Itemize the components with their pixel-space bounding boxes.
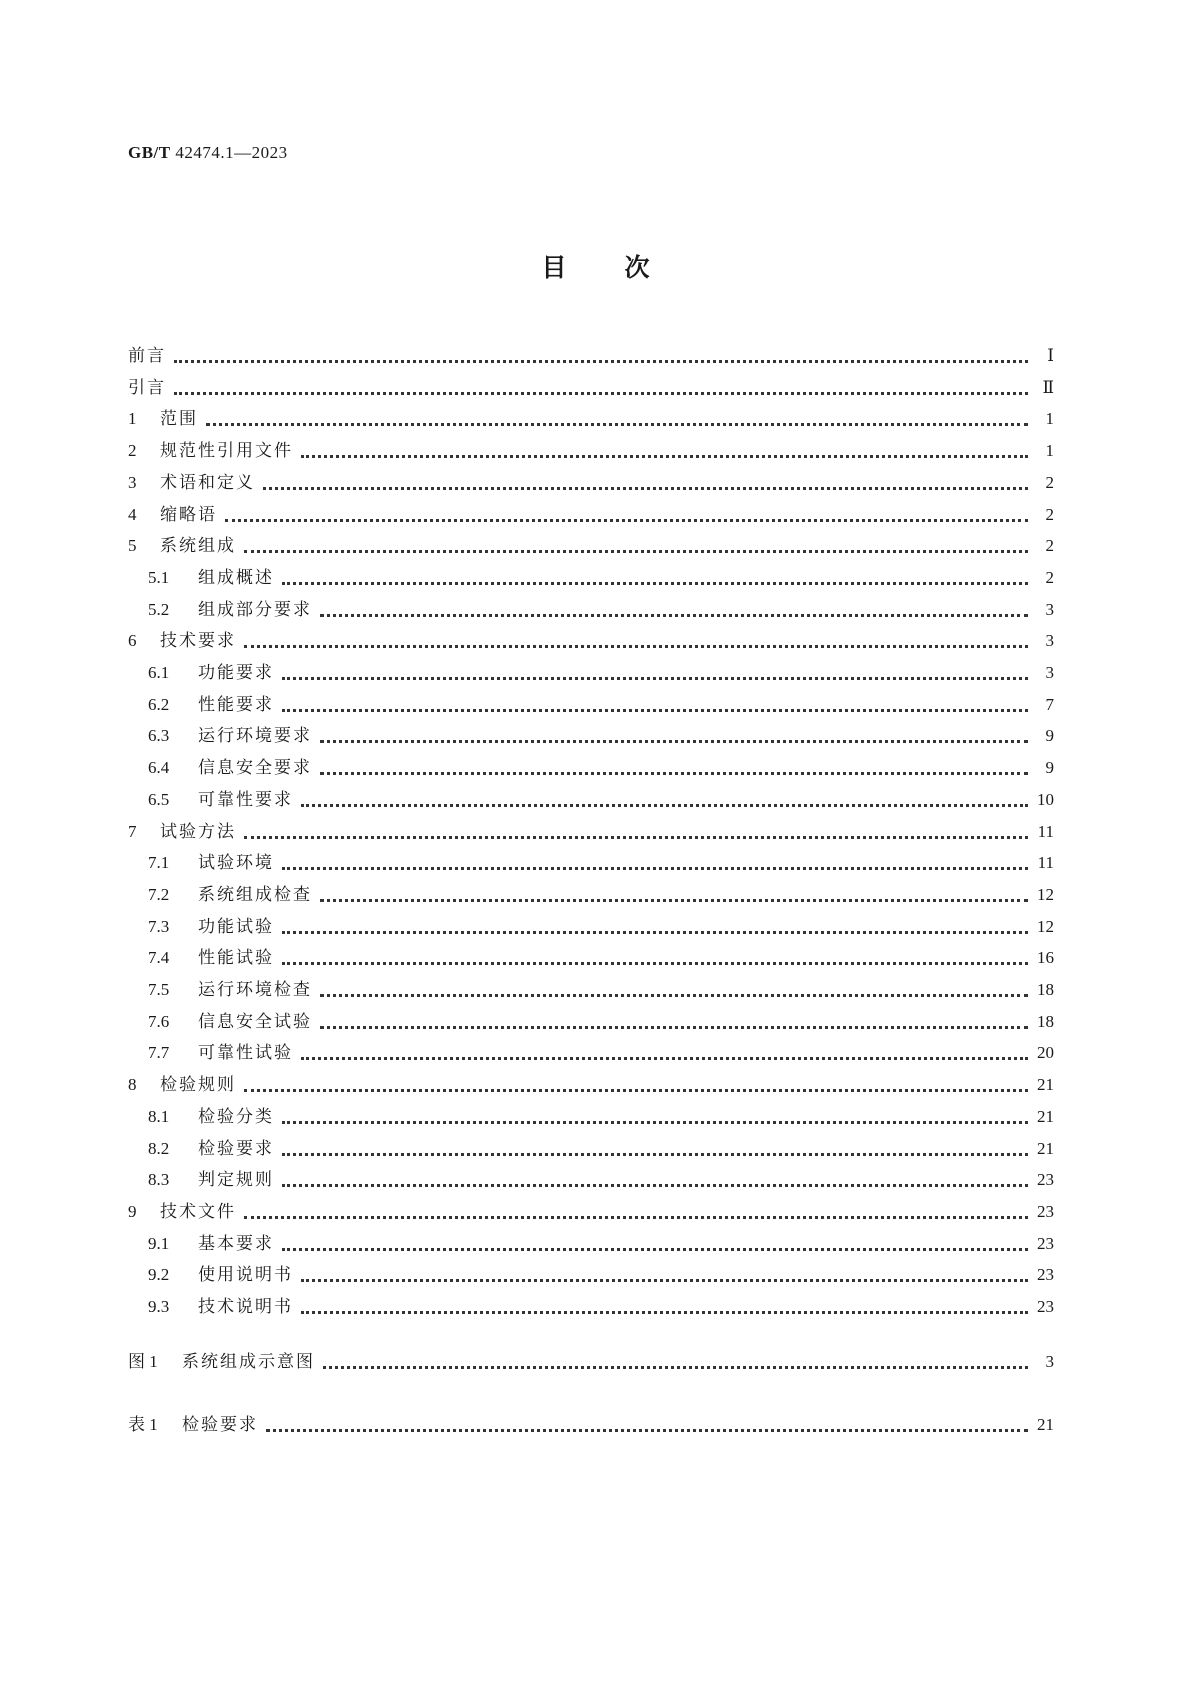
toc-entry-number: 9.3 [148, 1297, 170, 1316]
toc-entry[interactable] [128, 907, 1054, 937]
toc-entry-label: 组成部分要求 [198, 599, 312, 620]
toc-entry-page-number: 23 [1037, 1170, 1054, 1190]
toc-entry-page-number: 23 [1037, 1201, 1054, 1221]
toc-entry-page-number: 2 [1045, 536, 1054, 556]
toc-entry-number: 9.2 [148, 1265, 170, 1285]
dot-leader [301, 1043, 1028, 1060]
standard-prefix: GB/T [128, 143, 171, 162]
toc-entry-number: 7.1 [148, 853, 170, 873]
dot-leader [282, 695, 1028, 712]
toc-entry-page-number: 11 [1037, 821, 1054, 841]
toc-entry[interactable] [128, 780, 1054, 810]
toc-entry[interactable] [128, 1255, 1054, 1285]
toc-entry-label: 技术要求 [160, 631, 236, 652]
toc-entry-page-number: 3 [1045, 663, 1054, 682]
toc-entry-label: 功能试验 [198, 916, 274, 937]
dot-leader [174, 378, 1028, 395]
toc-entry[interactable] [128, 1033, 1054, 1063]
toc-entry-label: 前言 [128, 346, 166, 366]
toc-entry-page-number: 9 [1045, 758, 1054, 778]
toc-entry-page-number: 10 [1037, 789, 1054, 809]
toc-entry-page-number: 3 [1045, 631, 1054, 651]
toc-entry-number: 9.1 [148, 1233, 170, 1253]
toc-entry[interactable] [128, 1129, 1054, 1159]
toc-entry-number: 2 [128, 441, 137, 461]
toc-entry-page-number: 21 [1037, 1075, 1054, 1095]
toc-entry[interactable] [128, 812, 1054, 842]
dot-leader [282, 917, 1028, 934]
dot-leader [282, 663, 1028, 680]
toc-entry-label: 技术文件 [160, 1201, 236, 1222]
title-char-2: 次 [624, 253, 650, 282]
page-title [0, 248, 1191, 284]
toc-entry-page-number: 23 [1037, 1265, 1054, 1285]
toc-entry-page-number: 11 [1037, 853, 1054, 873]
dot-leader [263, 473, 1028, 490]
toc-entry-number: 6.2 [148, 694, 170, 714]
dot-leader [301, 790, 1028, 807]
dot-leader [282, 1139, 1028, 1156]
toc-entry-number: 7.5 [148, 980, 170, 999]
toc-entry-number: 6.5 [148, 789, 170, 809]
toc-entry-label: 系统组成检查 [198, 884, 312, 905]
toc-entry-page-number: 12 [1037, 884, 1054, 904]
toc-entry-number: 8 [128, 1075, 137, 1095]
toc-entry-number: 7.3 [148, 916, 170, 936]
toc-entry-label: 系统组成 [160, 536, 236, 557]
toc-entry-page-number: 3 [1045, 599, 1054, 619]
toc-entry-label: 检验分类 [198, 1106, 274, 1127]
toc-entry-page-number: 2 [1045, 472, 1054, 492]
toc-entry[interactable] [128, 685, 1054, 715]
dot-leader [244, 631, 1028, 648]
dot-leader [320, 980, 1028, 997]
toc-entry-label: 功能要求 [198, 663, 274, 683]
title-char-1: 目 [541, 253, 567, 282]
dot-leader [282, 948, 1028, 965]
dot-leader [244, 822, 1028, 839]
toc-entry[interactable] [128, 843, 1054, 873]
toc-entry[interactable] [128, 653, 1054, 683]
toc-entry[interactable] [128, 399, 1054, 429]
toc-entry-label: 性能要求 [198, 694, 274, 715]
dot-leader [225, 505, 1028, 522]
table-list-entry[interactable] [128, 1405, 1054, 1435]
dot-leader [320, 1012, 1028, 1029]
toc-entry-label: 规范性引用文件 [160, 441, 293, 462]
toc-entry-label: 判定规则 [198, 1170, 274, 1191]
toc-entry-label: 试验环境 [198, 853, 274, 874]
toc-entry[interactable] [128, 1287, 1054, 1317]
toc-entry-label: 运行环境要求 [198, 726, 312, 747]
toc-entry-number: 7.4 [148, 948, 170, 968]
toc-entry-label: 术语和定义 [160, 472, 255, 493]
toc-entry-page-number: 12 [1037, 916, 1054, 936]
toc-entry-label: 系统组成示意图 [182, 1352, 315, 1372]
dot-leader [282, 1107, 1028, 1124]
toc-entry[interactable] [128, 1097, 1054, 1127]
dot-leader [320, 600, 1028, 617]
toc-entry-number: 3 [128, 472, 137, 492]
toc-entry[interactable] [128, 431, 1054, 461]
toc-entry-page-number: 23 [1037, 1233, 1054, 1253]
toc-entry[interactable] [128, 1192, 1054, 1222]
toc-entry-label: 检验要求 [182, 1415, 258, 1435]
toc-entry-label: 信息安全试验 [198, 1011, 312, 1032]
toc-entry-label: 性能试验 [198, 948, 274, 969]
toc-entry-number: 7.6 [148, 1011, 170, 1031]
toc-entry-number: 5.2 [148, 599, 170, 619]
toc-entry-number: 8.3 [148, 1170, 170, 1190]
toc-entry-page-number: Ⅱ [1042, 377, 1054, 397]
toc-entry-label: 检验规则 [160, 1075, 236, 1096]
toc-entry-page-number: 21 [1037, 1138, 1054, 1158]
toc-entry-page-number: 20 [1037, 1043, 1054, 1063]
toc-entry[interactable] [128, 875, 1054, 905]
toc-entry-number: 1 [128, 409, 137, 429]
toc-entry[interactable] [128, 1224, 1054, 1254]
toc-entry-page-number: 1 [1045, 409, 1054, 429]
dot-leader [320, 885, 1028, 902]
dot-leader [301, 1297, 1028, 1314]
dot-leader [266, 1415, 1028, 1432]
toc-entry-label: 技术说明书 [198, 1297, 293, 1317]
toc-entry[interactable] [128, 1160, 1054, 1190]
standard-number [128, 143, 288, 163]
toc-entry-label: 可靠性试验 [198, 1043, 293, 1064]
toc-entry[interactable] [128, 368, 1054, 398]
dot-leader [282, 1170, 1028, 1187]
dot-leader [320, 758, 1028, 775]
toc-entry-page-number: Ⅰ [1047, 346, 1054, 365]
standard-code: 42474.1—2023 [175, 143, 288, 162]
toc-entry-number: 9 [128, 1201, 137, 1221]
toc-entry-page-number: 3 [1045, 1352, 1054, 1371]
toc-entry-number: 6 [128, 631, 137, 651]
toc-entry-number: 7.7 [148, 1043, 170, 1063]
dot-leader [282, 568, 1028, 585]
toc-entry-label: 检验要求 [198, 1138, 274, 1159]
dot-leader [323, 1352, 1028, 1369]
toc-entry-page-number: 23 [1037, 1297, 1054, 1316]
dot-leader [244, 536, 1028, 553]
toc-entry[interactable] [128, 970, 1054, 1000]
toc-entry-page-number: 18 [1037, 1011, 1054, 1031]
toc-entry[interactable] [128, 621, 1054, 651]
toc-entry-number: 8.1 [148, 1106, 170, 1126]
toc-entry-label: 信息安全要求 [198, 758, 312, 779]
toc-entry-page-number: 21 [1037, 1106, 1054, 1126]
dot-leader [244, 1202, 1028, 1219]
toc-entry-number: 4 [128, 504, 137, 524]
dot-leader [206, 409, 1028, 426]
toc-entry-label: 引言 [128, 377, 166, 398]
toc-entry-number: 8.2 [148, 1138, 170, 1158]
toc-entry-label: 使用说明书 [198, 1265, 293, 1286]
toc-entry-number: 表 1 [128, 1415, 158, 1434]
toc-entry-page-number: 21 [1037, 1415, 1054, 1434]
toc-entry[interactable] [128, 716, 1054, 746]
toc-entry-label: 试验方法 [160, 821, 236, 842]
toc-entry-number: 5.1 [148, 567, 170, 587]
toc-entry-label: 运行环境检查 [198, 980, 312, 1000]
dot-leader [282, 853, 1028, 870]
toc-entry-label: 范围 [160, 409, 198, 430]
toc-entry-number: 6.4 [148, 758, 170, 778]
toc-entry-page-number: 2 [1045, 567, 1054, 587]
toc-entry[interactable] [128, 938, 1054, 968]
toc-entry-label: 基本要求 [198, 1233, 274, 1254]
dot-leader [301, 441, 1028, 458]
toc-entry-number: 6.1 [148, 663, 170, 682]
figure-list-entry[interactable] [128, 1342, 1054, 1372]
dot-leader [320, 726, 1028, 743]
toc-entry-page-number: 2 [1045, 504, 1054, 524]
toc-entry[interactable] [128, 1002, 1054, 1032]
toc-entry-number: 6.3 [148, 726, 170, 746]
toc-entry[interactable] [128, 463, 1054, 493]
toc-entry-number: 5 [128, 536, 137, 556]
toc-entry[interactable] [128, 526, 1054, 556]
toc-entry[interactable] [128, 558, 1054, 588]
dot-leader [301, 1265, 1028, 1282]
toc-entry[interactable] [128, 1065, 1054, 1095]
toc-entry-number: 7 [128, 821, 137, 841]
toc-entry-page-number: 7 [1045, 694, 1054, 714]
toc-entry-page-number: 16 [1037, 948, 1054, 968]
dot-leader [174, 346, 1028, 363]
toc-entry-label: 缩略语 [160, 504, 217, 525]
dot-leader [244, 1075, 1028, 1092]
toc-entry[interactable] [128, 336, 1054, 366]
toc-entry[interactable] [128, 495, 1054, 525]
toc-entry-label: 组成概述 [198, 567, 274, 588]
toc-entry-page-number: 9 [1045, 726, 1054, 746]
toc-entry[interactable] [128, 748, 1054, 778]
toc-entry-number: 图 1 [128, 1352, 158, 1371]
toc-entry-label: 可靠性要求 [198, 789, 293, 810]
toc-entry-page-number: 1 [1045, 441, 1054, 461]
dot-leader [282, 1234, 1028, 1251]
toc-entry-number: 7.2 [148, 884, 170, 904]
toc-entry-page-number: 18 [1037, 980, 1054, 999]
toc-entry[interactable] [128, 590, 1054, 620]
